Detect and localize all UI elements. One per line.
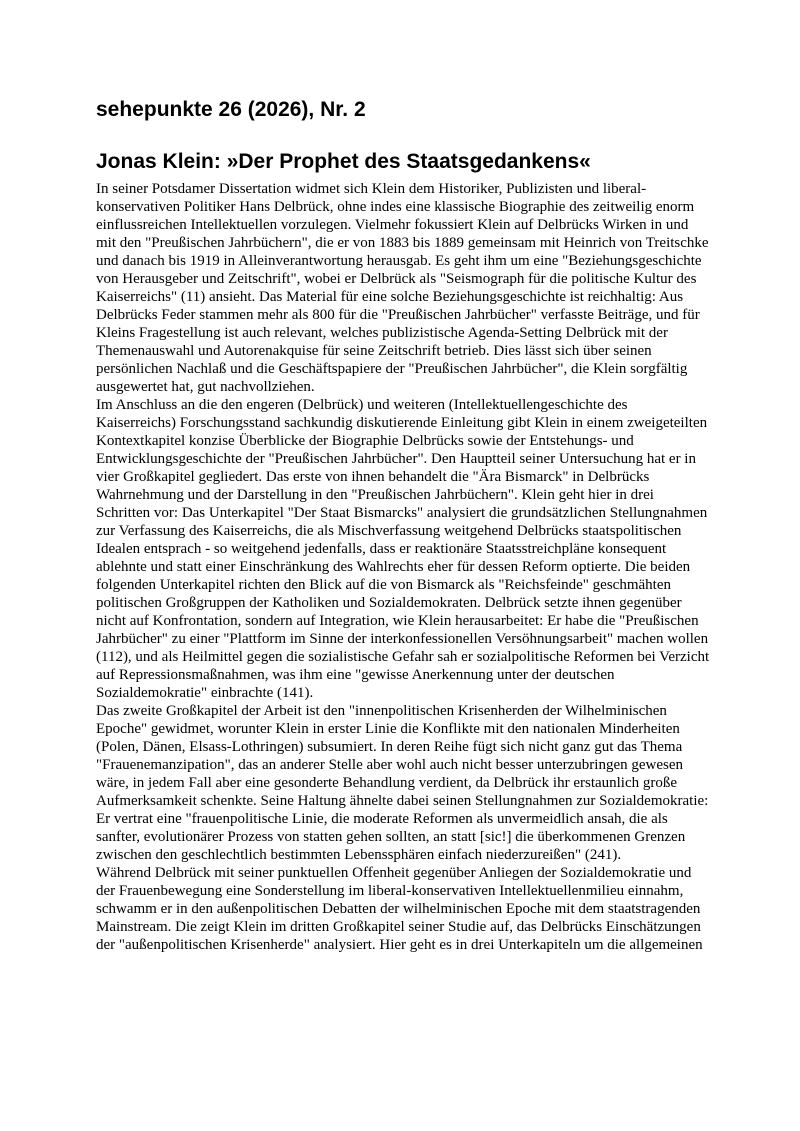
journal-issue-heading: sehepunkte 26 (2026), Nr. 2 bbox=[96, 98, 366, 121]
paragraph-2: Im Anschluss an die den engeren (Delbrück) und weiteren (Intellektuellengeschichte des Kaiserreichs) Forschungsstand sachkundig diskutierende Einleitung gibt Klein in einem zweigeteilten Kontextkapitel konzise Überblicke der Biographie Delbrücks sowie der Entstehungs- und Entwicklungsgeschichte der "Preußischen Jahrbücher". Den Hauptteil seiner Untersuchung hat er in vier Großkapitel gegliedert. Das erste von ihnen behandelt die "Ära Bismarck" in Delbrücks Wahrnehmung und der Darstellung in den "Preußischen Jahrbüchern". Klein geht hier in drei Schritten vor: Das Unterkapitel "Der Staat Bismarcks" analysiert die grundsätzlichen Stellungnahmen zur Verfassung des Kaiserreichs, die als Mischverfassung weitgehend Delbrücks staatspolitischen Idealen entsprach - so weitgehend jedenfalls, dass er reaktionäre Staatsstreichpläne konsequent ablehnte und statt einer Einschränkung des Wahlrechts eher für dessen Reform optierte. Die beiden folgenden Unterkapitel richten den Blick auf die von Bismarck als "Reichsfeinde" geschmähten politischen Großgruppen der Katholiken und Sozialdemokraten. Delbrück setzte ihnen gegenüber nicht auf Konfrontation, sondern auf Integration, wie Klein herausarbeitet: Er habe die "Preußischen Jahrbücher" zu einer "Plattform im Sinne der interkonfessionellen Versöhnungsarbeit" machen wollen (112), und als Heilmittel gegen die sozialistische Gefahr sah er sozialpolitische Reformen bei Verzicht auf Repressionsmaßnahmen, was ihm eine "gewisse Anerkennung unter der deutschen Sozialdemokratie" einbrachte (141). bbox=[96, 397, 710, 701]
paragraph-3: Das zweite Großkapitel der Arbeit ist den "innenpolitischen Krisenherden der Wilhelminischen Epoche" gewidmet, worunter Klein in erster Linie die Konflikte mit den nationalen Minderheiten (Polen, Dänen, Elsass-Lothringen) subsumiert. In deren Reihe fügt sich nicht ganz gut das Thema "Frauenemanzipation", das an anderer Stelle aber wohl auch nicht besser unterzubringen gewesen wäre, in jedem Fall aber eine gesonderte Behandlung verdient, da Delbrück ihr erstaunlich große Aufmerksamkeit schenkte. Seine Haltung ähnelte dabei seinen Stellungnahmen zur Sozialdemokratie: Er vertrat eine "frauenpolitische Linie, die moderate Reformen als unvermeidlich ansah, die als sanfter, evolutionärer Prozess von statten gehen sollten, an statt [sic!] die überkommenen Grenzen zwischen den geschlechtlich bestimmten Lebenssphären einfach niederzureißen" (241). bbox=[96, 703, 709, 863]
review-title: Jonas Klein: »Der Prophet des Staatsgedankens« bbox=[96, 150, 591, 173]
paragraph-4: Während Delbrück mit seiner punktuellen Offenheit gegenüber Anliegen der Sozialdemokratie und der Frauenbewegung eine Sonderstellung im liberal-konservativen Intellektuellenmilieu einnahm, schwamm er in den außenpolitischen Debatten der wilhelminischen Epoche mit dem staatstragenden Mainstream. Die zeigt Klein im dritten Großkapitel seiner Studie auf, das Delbrücks Einschätzungen der "außenpolitischen Krisenherde" analysiert. Hier geht es in drei Unterkapiteln um die allgemeinen bbox=[96, 865, 703, 953]
paragraph-1: In seiner Potsdamer Dissertation widmet sich Klein dem Historiker, Publizisten und liberal-konservativen Politiker Hans Delbrück, ohne indes eine klassische Biographie des zeitweilig enorm einflussreichen Intellektuellen vorzulegen. Vielmehr fokussiert Klein auf Delbrücks Wirken in und mit den "Preußischen Jahrbüchern", die er von 1883 bis 1889 gemeinsam mit Heinrich von Treitschke und danach bis 1919 in Alleinverantwortung herausgab. Es geht ihm um eine "Beziehungsgeschichte von Herausgeber und Zeitschrift", wobei er Delbrück als "Seismograph für die politische Kultur des Kaiserreichs" (11) ansieht. Das Material für eine solche Beziehungsgeschichte ist reichhaltig: Aus Delbrücks Feder stammen mehr als 800 für die "Preußischen Jahrbücher" verfasste Beiträge, und für Kleins Fragestellung ist auch relevant, welches publizistische Agenda-Setting Delbrück mit der Themenauswahl und Autorenakquise für seine Zeitschrift betrieb. Dies lässt sich über seinen persönlichen Nachlaß und die Geschäftspapiere der "Preußischen Jahrbücher", die Klein sorgfältig ausgewertet hat, gut nachvollziehen. bbox=[96, 181, 709, 395]
review-body bbox=[96, 180, 710, 954]
